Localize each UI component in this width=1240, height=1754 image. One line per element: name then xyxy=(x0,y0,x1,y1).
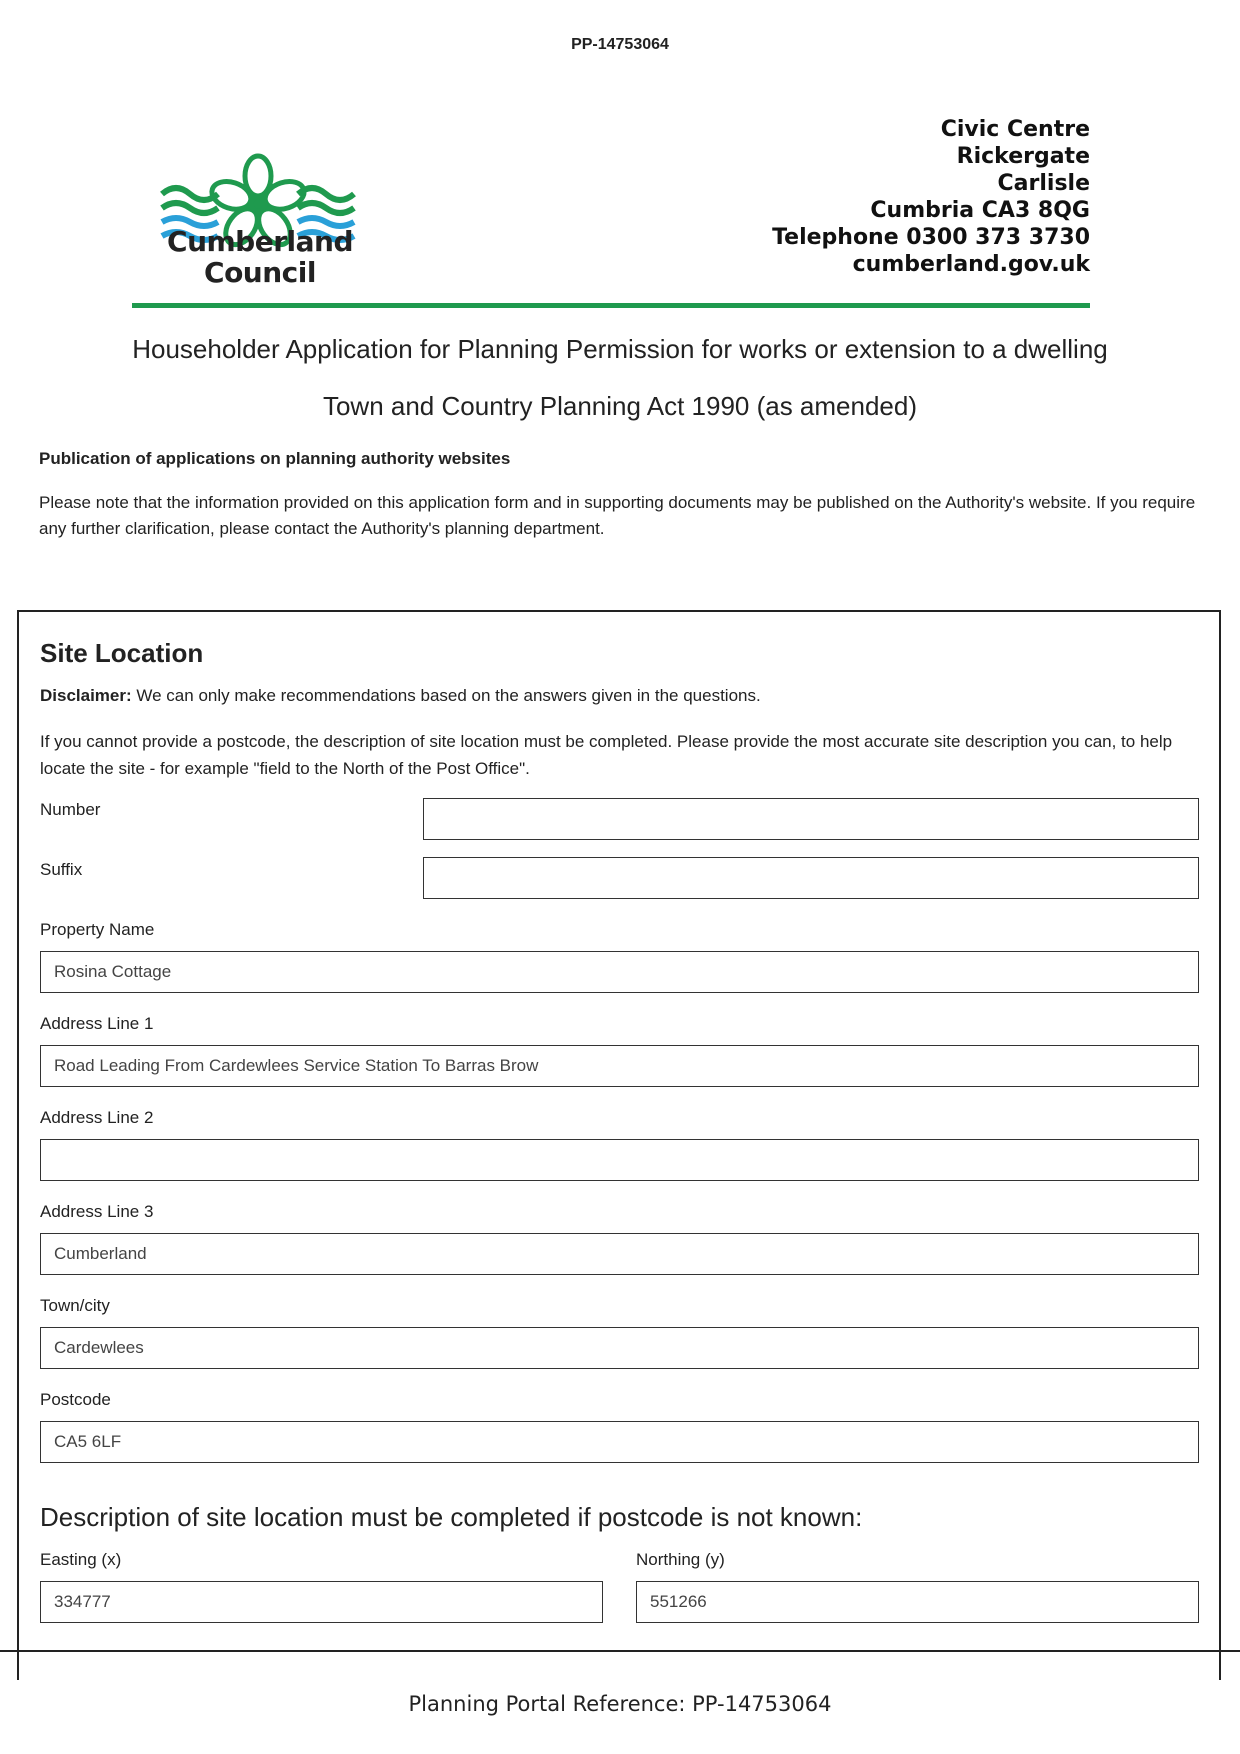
property-name-field[interactable]: Rosina Cottage xyxy=(40,951,1199,993)
address-line-1-field[interactable]: Road Leading From Cardewlees Service Station To Barras Brow xyxy=(40,1045,1199,1087)
property-name-label: Property Name xyxy=(40,920,155,939)
address-line-2-field[interactable] xyxy=(40,1139,1199,1181)
northing-field[interactable]: 551266 xyxy=(636,1581,1199,1623)
town-city-label: Town/city xyxy=(40,1296,110,1315)
logo-line-1: Cumberland xyxy=(167,225,353,258)
number-label: Number xyxy=(40,800,101,819)
address-line: Civic Centre xyxy=(940,117,1090,142)
northing-label: Northing (y) xyxy=(636,1550,725,1569)
suffix-label: Suffix xyxy=(40,860,83,879)
easting-label: Easting (x) xyxy=(40,1550,122,1569)
suffix-field[interactable] xyxy=(423,857,1199,899)
postcode-field[interactable]: CA5 6LF xyxy=(40,1421,1199,1463)
footer-reference: Planning Portal Reference: PP-14753064 xyxy=(408,1692,832,1716)
address-line-2-label: Address Line 2 xyxy=(40,1108,154,1127)
address-telephone: Telephone 0300 373 3730 xyxy=(772,225,1090,250)
address-line: Cumbria CA3 8QG xyxy=(870,198,1090,223)
number-field[interactable] xyxy=(423,798,1199,840)
disclaimer xyxy=(40,686,761,706)
form-title: Householder Application for Planning Permission for works or extension to a dwelling xyxy=(132,334,1108,364)
section-intro: If you cannot provide a postcode, the description of site location must be completed. Please provide the most accurate site description you can, to help locate the site - for example "field to the North of the Post Office". xyxy=(40,732,1173,778)
logo-line-2: Council xyxy=(204,256,316,289)
council-address xyxy=(772,116,1090,278)
page-break-rule xyxy=(0,1650,1240,1652)
easting-field[interactable]: 334777 xyxy=(40,1581,603,1623)
address-line-3-label: Address Line 3 xyxy=(40,1202,154,1221)
postcode-label: Postcode xyxy=(40,1390,111,1409)
council-logo-text xyxy=(140,226,380,288)
publication-heading: Publication of applications on planning authority websites xyxy=(39,449,511,468)
header-divider xyxy=(132,303,1090,308)
page-reference: PP-14753064 xyxy=(571,36,669,53)
address-website: cumberland.gov.uk xyxy=(852,252,1090,277)
disclaimer-text: We can only make recommendations based on the answers given in the questions. xyxy=(131,686,761,705)
description-heading: Description of site location must be completed if postcode is not known: xyxy=(40,1502,863,1532)
address-line: Rickergate xyxy=(956,144,1090,169)
town-city-field[interactable]: Cardewlees xyxy=(40,1327,1199,1369)
address-line-3-field[interactable]: Cumberland xyxy=(40,1233,1199,1275)
disclaimer-label: Disclaimer: xyxy=(40,686,132,705)
section-title: Site Location xyxy=(40,638,204,668)
act-title: Town and Country Planning Act 1990 (as amended) xyxy=(322,391,918,421)
publication-text: Please note that the information provided on this application form and in supporting documents may be published on the Authority's website. If you require any further clarification, please contact the Authority's planning department. xyxy=(39,493,1196,538)
address-line-1-label: Address Line 1 xyxy=(40,1014,154,1033)
address-line: Carlisle xyxy=(997,171,1090,196)
